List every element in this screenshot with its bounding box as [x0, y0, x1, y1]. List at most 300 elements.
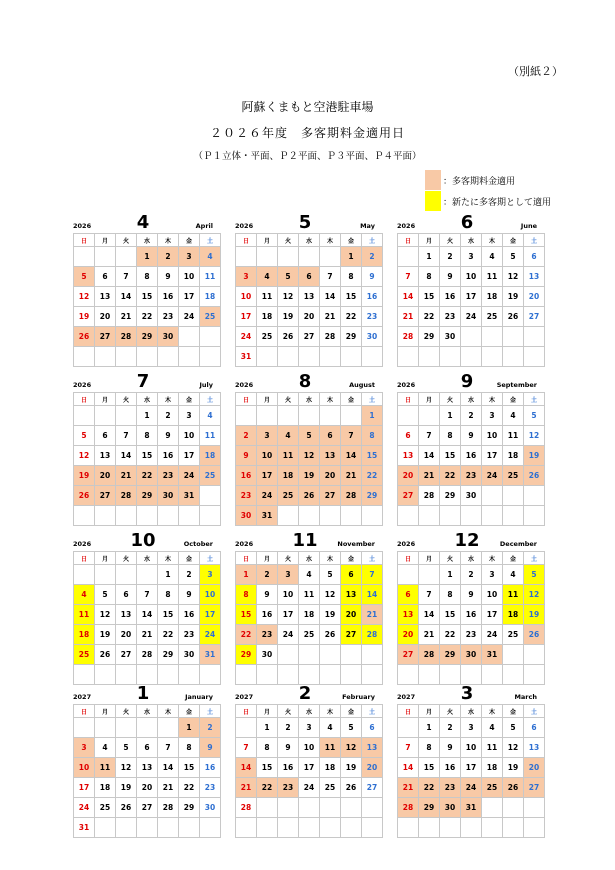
empty-cell [320, 665, 341, 685]
day-cell: 18 [320, 758, 341, 778]
day-cell: 3 [74, 738, 95, 758]
day-cell: 22 [419, 307, 440, 327]
month-year: 2027 [235, 693, 254, 701]
month-year: 2026 [397, 540, 416, 548]
day-cell: 11 [95, 758, 116, 778]
month-calendar [235, 371, 378, 526]
day-cell: 4 [503, 565, 524, 585]
empty-cell [116, 818, 137, 838]
day-cell: 27 [299, 327, 320, 347]
empty-cell [503, 486, 524, 506]
empty-cell [236, 818, 257, 838]
day-cell: 25 [278, 486, 299, 506]
weekday-header: 火 [440, 234, 461, 247]
empty-cell [320, 247, 341, 267]
empty-cell [398, 506, 419, 526]
day-cell: 25 [299, 625, 320, 645]
day-cell: 3 [179, 406, 200, 426]
day-cell: 4 [257, 267, 278, 287]
month-year: 2026 [73, 381, 92, 389]
month-number: 7 [136, 371, 150, 392]
empty-cell [200, 818, 221, 838]
weekday-header: 木 [482, 393, 503, 406]
empty-cell [257, 247, 278, 267]
month-header [235, 212, 375, 233]
day-cell: 7 [419, 585, 440, 605]
day-cell: 28 [398, 327, 419, 347]
day-cell: 8 [236, 585, 257, 605]
day-cell: 25 [257, 327, 278, 347]
day-cell: 9 [461, 426, 482, 446]
empty-cell [461, 347, 482, 367]
day-cell: 11 [299, 585, 320, 605]
day-cell: 5 [503, 718, 524, 738]
month-table [397, 704, 545, 838]
day-cell: 3 [257, 426, 278, 446]
empty-cell [137, 718, 158, 738]
day-cell: 3 [236, 267, 257, 287]
day-cell: 16 [257, 605, 278, 625]
day-cell: 9 [362, 267, 383, 287]
day-cell: 21 [419, 466, 440, 486]
day-cell: 7 [158, 738, 179, 758]
day-cell: 11 [503, 426, 524, 446]
day-cell: 15 [362, 446, 383, 466]
day-cell: 25 [503, 466, 524, 486]
weekday-header: 土 [524, 234, 545, 247]
day-cell: 18 [482, 287, 503, 307]
day-cell: 24 [461, 307, 482, 327]
day-cell: 28 [236, 798, 257, 818]
month-calendar [235, 212, 378, 367]
day-cell: 3 [200, 565, 221, 585]
empty-cell [278, 645, 299, 665]
day-cell: 25 [74, 645, 95, 665]
empty-cell [200, 486, 221, 506]
day-cell: 29 [440, 486, 461, 506]
day-cell: 6 [137, 738, 158, 758]
day-cell: 19 [524, 446, 545, 466]
day-cell: 3 [299, 718, 320, 738]
day-cell: 27 [137, 798, 158, 818]
day-cell: 24 [482, 625, 503, 645]
day-cell: 5 [95, 585, 116, 605]
day-cell: 6 [398, 585, 419, 605]
day-cell: 9 [440, 267, 461, 287]
day-cell: 5 [320, 565, 341, 585]
empty-cell [524, 665, 545, 685]
day-cell: 28 [419, 645, 440, 665]
empty-cell [461, 506, 482, 526]
day-cell: 23 [278, 778, 299, 798]
day-cell: 27 [341, 625, 362, 645]
month-name: June [520, 222, 537, 230]
day-cell: 15 [179, 758, 200, 778]
month-table [235, 233, 383, 367]
day-cell: 31 [482, 645, 503, 665]
empty-cell [341, 665, 362, 685]
day-cell: 13 [95, 287, 116, 307]
month-year: 2026 [235, 540, 254, 548]
empty-cell [116, 718, 137, 738]
day-cell: 30 [440, 327, 461, 347]
empty-cell [74, 347, 95, 367]
day-cell: 14 [398, 758, 419, 778]
day-cell: 21 [320, 307, 341, 327]
month-number: 5 [298, 212, 312, 233]
empty-cell [524, 798, 545, 818]
day-cell: 9 [179, 585, 200, 605]
empty-cell [503, 327, 524, 347]
empty-cell [200, 327, 221, 347]
weekday-header: 木 [158, 234, 179, 247]
weekday-header: 月 [419, 234, 440, 247]
weekday-header: 日 [74, 552, 95, 565]
day-cell: 11 [503, 585, 524, 605]
day-cell: 15 [158, 605, 179, 625]
day-cell: 13 [137, 758, 158, 778]
day-cell: 2 [200, 718, 221, 738]
day-cell: 12 [503, 267, 524, 287]
empty-cell [503, 506, 524, 526]
day-cell: 4 [299, 565, 320, 585]
month-number: 9 [460, 371, 474, 392]
day-cell: 23 [158, 466, 179, 486]
empty-cell [74, 665, 95, 685]
day-cell: 18 [74, 625, 95, 645]
day-cell: 14 [362, 585, 383, 605]
day-cell: 9 [461, 585, 482, 605]
day-cell: 16 [236, 466, 257, 486]
weekday-header: 日 [236, 705, 257, 718]
empty-cell [482, 798, 503, 818]
day-cell: 20 [116, 625, 137, 645]
day-cell: 2 [461, 565, 482, 585]
empty-cell [299, 645, 320, 665]
day-cell: 6 [116, 585, 137, 605]
empty-cell [278, 247, 299, 267]
weekday-header: 火 [278, 393, 299, 406]
empty-cell [524, 327, 545, 347]
day-cell: 27 [116, 645, 137, 665]
day-cell: 23 [179, 625, 200, 645]
day-cell: 19 [95, 625, 116, 645]
weekday-header: 金 [503, 705, 524, 718]
empty-cell [482, 347, 503, 367]
day-cell: 6 [299, 267, 320, 287]
day-cell: 8 [440, 585, 461, 605]
empty-cell [419, 347, 440, 367]
month-calendar [73, 530, 216, 685]
day-cell: 17 [236, 307, 257, 327]
day-cell: 30 [158, 327, 179, 347]
day-cell: 16 [200, 758, 221, 778]
weekday-header: 月 [257, 393, 278, 406]
month-name: March [514, 693, 537, 701]
day-cell: 29 [137, 486, 158, 506]
day-cell: 27 [362, 778, 383, 798]
empty-cell [278, 818, 299, 838]
day-cell: 15 [341, 287, 362, 307]
weekday-header: 金 [341, 234, 362, 247]
weekday-header: 日 [398, 234, 419, 247]
scope-note: （Ｐ１立体・平面、Ｐ２平面、Ｐ３平面、Ｐ４平面） [193, 151, 422, 162]
day-cell: 26 [116, 798, 137, 818]
month-calendar [397, 212, 540, 367]
empty-cell [320, 798, 341, 818]
empty-cell [95, 347, 116, 367]
empty-cell [299, 818, 320, 838]
day-cell: 2 [362, 247, 383, 267]
day-cell: 22 [236, 625, 257, 645]
empty-cell [341, 506, 362, 526]
day-cell: 2 [158, 406, 179, 426]
empty-cell [95, 565, 116, 585]
month-calendar [397, 530, 540, 685]
empty-cell [95, 406, 116, 426]
day-cell: 4 [278, 426, 299, 446]
day-cell: 20 [524, 287, 545, 307]
month-table [73, 233, 221, 367]
weekday-header: 土 [362, 393, 383, 406]
day-cell: 7 [116, 426, 137, 446]
legend-new-label: ：新たに多客期として適用 [443, 197, 552, 208]
weekday-header: 火 [278, 552, 299, 565]
day-cell: 11 [74, 605, 95, 625]
empty-cell [362, 818, 383, 838]
day-cell: 31 [200, 645, 221, 665]
day-cell: 15 [257, 758, 278, 778]
day-cell: 9 [236, 446, 257, 466]
day-cell: 19 [341, 758, 362, 778]
empty-cell [299, 247, 320, 267]
month-calendar [235, 530, 378, 685]
empty-cell [137, 565, 158, 585]
day-cell: 18 [257, 307, 278, 327]
month-name: December [499, 540, 537, 548]
day-cell: 13 [320, 446, 341, 466]
empty-cell [137, 506, 158, 526]
day-cell: 17 [461, 287, 482, 307]
day-cell: 26 [524, 625, 545, 645]
day-cell: 1 [257, 718, 278, 738]
day-cell: 28 [158, 798, 179, 818]
month-table [73, 551, 221, 685]
empty-cell [116, 506, 137, 526]
day-cell: 24 [257, 486, 278, 506]
day-cell: 10 [461, 738, 482, 758]
empty-cell [179, 818, 200, 838]
weekday-header: 水 [299, 234, 320, 247]
day-cell: 22 [419, 778, 440, 798]
weekday-header: 火 [116, 705, 137, 718]
empty-cell [440, 665, 461, 685]
day-cell: 17 [482, 446, 503, 466]
empty-cell [320, 506, 341, 526]
day-cell: 8 [419, 738, 440, 758]
empty-cell [116, 247, 137, 267]
day-cell: 2 [236, 426, 257, 446]
empty-cell [278, 347, 299, 367]
empty-cell [503, 347, 524, 367]
day-cell: 29 [236, 645, 257, 665]
day-cell: 28 [137, 645, 158, 665]
day-cell: 3 [461, 247, 482, 267]
empty-cell [482, 327, 503, 347]
empty-cell [278, 798, 299, 818]
empty-cell [524, 818, 545, 838]
weekday-header: 金 [179, 552, 200, 565]
day-cell: 31 [179, 486, 200, 506]
weekday-header: 木 [482, 234, 503, 247]
day-cell: 7 [362, 565, 383, 585]
day-cell: 22 [137, 466, 158, 486]
empty-cell [299, 798, 320, 818]
day-cell: 9 [200, 738, 221, 758]
day-cell: 5 [278, 267, 299, 287]
day-cell: 23 [440, 778, 461, 798]
empty-cell [362, 645, 383, 665]
day-cell: 29 [137, 327, 158, 347]
weekday-header: 土 [524, 705, 545, 718]
day-cell: 10 [179, 267, 200, 287]
weekday-header: 水 [299, 393, 320, 406]
empty-cell [503, 645, 524, 665]
day-cell: 2 [440, 718, 461, 738]
day-cell: 10 [179, 426, 200, 446]
day-cell: 25 [200, 307, 221, 327]
empty-cell [482, 506, 503, 526]
weekday-header: 水 [137, 393, 158, 406]
day-cell: 23 [236, 486, 257, 506]
empty-cell [419, 665, 440, 685]
empty-cell [398, 665, 419, 685]
day-cell: 26 [95, 645, 116, 665]
day-cell: 14 [419, 605, 440, 625]
empty-cell [461, 818, 482, 838]
empty-cell [440, 347, 461, 367]
day-cell: 28 [341, 486, 362, 506]
weekday-header: 水 [137, 234, 158, 247]
day-cell: 29 [440, 645, 461, 665]
empty-cell [398, 406, 419, 426]
month-number: 12 [454, 530, 480, 551]
empty-cell [341, 798, 362, 818]
empty-cell [299, 506, 320, 526]
day-cell: 11 [278, 446, 299, 466]
day-cell: 4 [200, 247, 221, 267]
day-cell: 16 [461, 605, 482, 625]
day-cell: 4 [482, 247, 503, 267]
day-cell: 20 [362, 758, 383, 778]
day-cell: 13 [524, 267, 545, 287]
empty-cell [200, 665, 221, 685]
day-cell: 20 [398, 625, 419, 645]
day-cell: 3 [482, 406, 503, 426]
day-cell: 12 [95, 605, 116, 625]
weekday-header: 水 [461, 552, 482, 565]
day-cell: 8 [179, 738, 200, 758]
empty-cell [116, 665, 137, 685]
day-cell: 27 [398, 486, 419, 506]
empty-cell [116, 406, 137, 426]
day-cell: 31 [257, 506, 278, 526]
day-cell: 1 [419, 718, 440, 738]
day-cell: 13 [95, 446, 116, 466]
day-cell: 7 [398, 738, 419, 758]
day-cell: 26 [503, 778, 524, 798]
weekday-header: 火 [116, 552, 137, 565]
month-table [235, 704, 383, 838]
day-cell: 6 [524, 718, 545, 738]
day-cell: 30 [362, 327, 383, 347]
weekday-header: 月 [419, 552, 440, 565]
month-calendar [397, 683, 540, 838]
day-cell: 19 [299, 466, 320, 486]
weekday-header: 金 [341, 705, 362, 718]
weekday-header: 水 [299, 705, 320, 718]
day-cell: 20 [137, 778, 158, 798]
day-cell: 26 [74, 486, 95, 506]
empty-cell [257, 798, 278, 818]
day-cell: 22 [257, 778, 278, 798]
day-cell: 21 [419, 625, 440, 645]
legend-peak [425, 170, 515, 190]
day-cell: 24 [278, 625, 299, 645]
weekday-header: 日 [398, 393, 419, 406]
empty-cell [236, 406, 257, 426]
weekday-header: 金 [341, 552, 362, 565]
day-cell: 17 [299, 758, 320, 778]
day-cell: 24 [74, 798, 95, 818]
month-year: 2026 [235, 222, 254, 230]
empty-cell [116, 565, 137, 585]
empty-cell [299, 406, 320, 426]
month-name: February [342, 693, 375, 701]
day-cell: 8 [137, 426, 158, 446]
day-cell: 18 [482, 758, 503, 778]
day-cell: 22 [179, 778, 200, 798]
empty-cell [179, 665, 200, 685]
day-cell: 1 [179, 718, 200, 738]
day-cell: 16 [440, 287, 461, 307]
empty-cell [524, 506, 545, 526]
empty-cell [257, 347, 278, 367]
day-cell: 16 [158, 287, 179, 307]
empty-cell [299, 665, 320, 685]
weekday-header: 土 [362, 552, 383, 565]
day-cell: 18 [200, 446, 221, 466]
weekday-header: 火 [116, 393, 137, 406]
weekday-header: 金 [503, 552, 524, 565]
day-cell: 19 [74, 307, 95, 327]
day-cell: 30 [440, 798, 461, 818]
day-cell: 28 [419, 486, 440, 506]
day-cell: 17 [461, 758, 482, 778]
day-cell: 20 [524, 758, 545, 778]
day-cell: 21 [362, 605, 383, 625]
day-cell: 22 [137, 307, 158, 327]
empty-cell [398, 247, 419, 267]
empty-cell [158, 818, 179, 838]
empty-cell [320, 645, 341, 665]
month-table [397, 392, 545, 526]
empty-cell [158, 665, 179, 685]
day-cell: 4 [320, 718, 341, 738]
day-cell: 10 [278, 585, 299, 605]
day-cell: 18 [95, 778, 116, 798]
day-cell: 23 [362, 307, 383, 327]
